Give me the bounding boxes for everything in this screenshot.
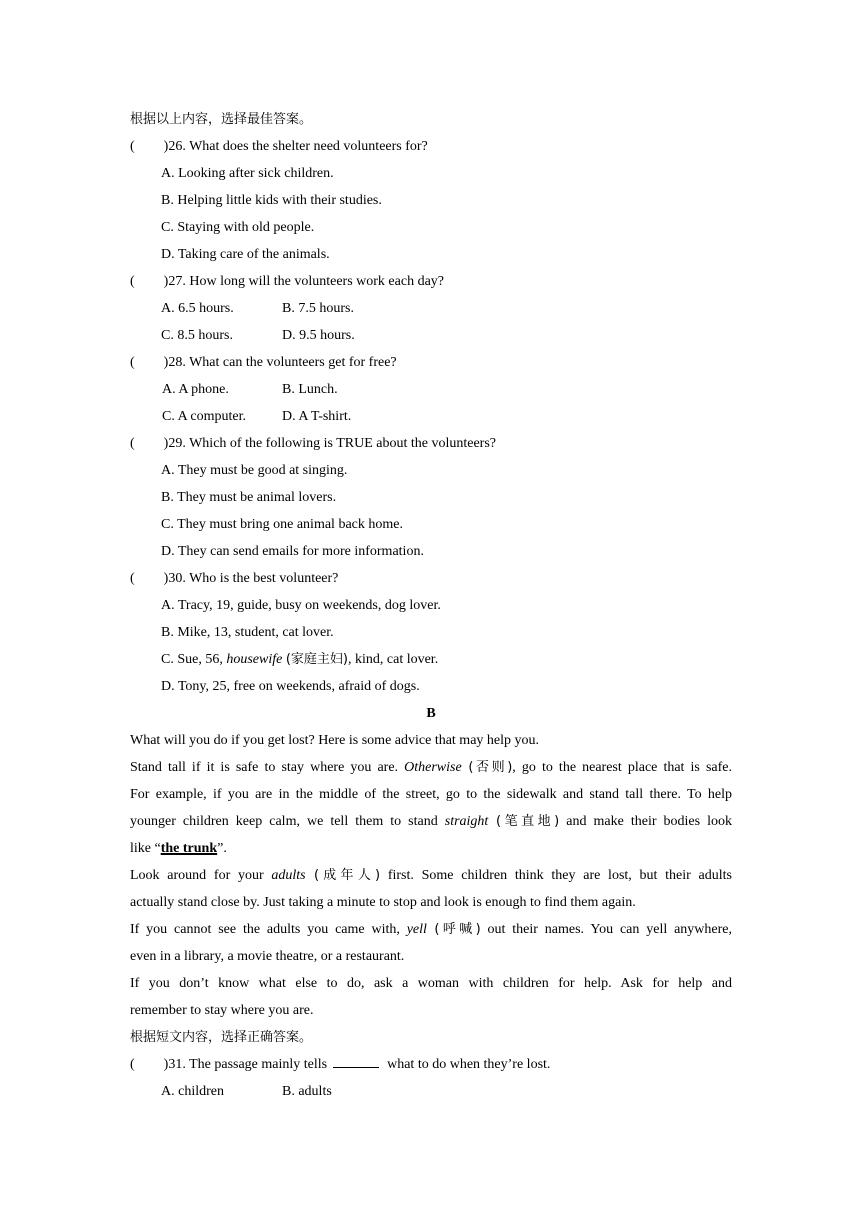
- passage-p2-line4: [130, 835, 732, 862]
- q27-option-b: B. 7.5 hours.: [282, 301, 354, 316]
- q29-option-a: A. They must be good at singing.: [161, 463, 348, 478]
- q27-options-row-1: [130, 295, 732, 322]
- question-30: [130, 565, 732, 592]
- q29-option-c: C. They must bring one animal back home.: [161, 517, 403, 532]
- q28-option-c: C. A computer.: [162, 409, 246, 424]
- passage-p3-line1: [130, 862, 732, 889]
- q29-option-b: B. They must be animal lovers.: [161, 490, 337, 505]
- text-run: Look around for your: [130, 868, 272, 883]
- question-31: [130, 1051, 732, 1078]
- text-run: first. Some children think they are lost, but their adults: [380, 868, 732, 883]
- q26-option-c: C. Staying with old people.: [161, 220, 315, 235]
- passage-p3-line2: actually stand close by. Just taking a minute to stop and look is enough to find them again.: [130, 895, 636, 910]
- passage-p1: What will you do if you get lost? Here is some advice that may help you.: [130, 733, 540, 748]
- question-27-text: 27. How long will the volunteers work each day?: [168, 274, 444, 289]
- passage-p2-line3: [130, 808, 732, 835]
- document-content: [130, 106, 732, 1105]
- answer-paren-close: ): [163, 355, 169, 370]
- answer-paren-close: ): [163, 571, 169, 586]
- question-26-text: 26. What does the shelter need volunteers for?: [168, 139, 428, 154]
- answer-paren-open: (: [130, 274, 135, 289]
- answer-paren-open: (: [130, 355, 135, 370]
- passage-p4-line1: [130, 916, 732, 943]
- answer-paren-open: (: [130, 571, 135, 586]
- text-run: ”.: [217, 841, 227, 856]
- question-28: [130, 349, 732, 376]
- q26-option-a: A. Looking after sick children.: [161, 166, 334, 181]
- q30-option-c-rest: , kind, cat lover.: [348, 652, 439, 667]
- question-27: [130, 268, 732, 295]
- question-29: [130, 430, 732, 457]
- text-run: and make their bodies look: [559, 814, 732, 829]
- q27-option-d: D. 9.5 hours.: [282, 328, 355, 343]
- underlined-phrase: the trunk: [160, 841, 218, 856]
- q30-option-c: [130, 646, 732, 673]
- q29-option-d: D. They can send emails for more information.: [161, 544, 424, 559]
- cn-gloss: (呼喊): [426, 922, 481, 937]
- question-31-text: 31. The passage mainly tells: [168, 1057, 328, 1072]
- q27-options-row-2: [130, 322, 732, 349]
- answer-paren-close: ): [163, 274, 169, 289]
- text-run: out their names. You can yell anywhere,: [480, 922, 733, 937]
- q30-option-c-lead: C. Sue, 56,: [161, 652, 227, 667]
- question-30-text: 30. Who is the best volunteer?: [168, 571, 339, 586]
- italic-word: Otherwise: [404, 760, 462, 775]
- q30-option-c-italic: housewife: [226, 652, 283, 667]
- question-31-text-end: what to do when they’re lost.: [387, 1057, 551, 1072]
- fill-in-blank: [333, 1052, 379, 1068]
- q31-option-b: B. adults: [282, 1084, 332, 1099]
- text-run: Stand tall if it is safe to stay where you are.: [130, 760, 405, 775]
- q30-option-c-cn: (家庭主妇): [285, 652, 348, 667]
- passage-p5-line1: If you don’t know what else to do, ask a woman with children for help. Ask for help and: [130, 976, 732, 991]
- text-run: If you cannot see the adults you came with,: [130, 922, 407, 937]
- answer-paren-close: ): [163, 139, 169, 154]
- text-run: like “: [130, 841, 161, 856]
- question-28-text: 28. What can the volunteers get for free?: [168, 355, 397, 370]
- passage-p2-line1: [130, 754, 732, 781]
- answer-paren-open: (: [130, 436, 135, 451]
- cn-gloss: (成年人): [305, 868, 381, 883]
- q30-option-a: A. Tracy, 19, guide, busy on weekends, dog lover.: [161, 598, 441, 613]
- q31-option-a: A. children: [161, 1084, 224, 1099]
- answer-paren-close: ): [163, 1057, 169, 1072]
- cn-gloss: (笔直地): [488, 814, 560, 829]
- question-29-text: 29. Which of the following is TRUE about the volunteers?: [168, 436, 496, 451]
- passage-p2-line2: For example, if you are in the middle of the street, go to the sidewalk and stand tall there. To help: [130, 787, 732, 802]
- q26-option-b: B. Helping little kids with their studies.: [161, 193, 382, 208]
- passage-p4-line2: even in a library, a movie theatre, or a restaurant.: [130, 949, 405, 964]
- q26-option-d: D. Taking care of the animals.: [161, 247, 330, 262]
- passage-p5-line2: remember to stay where you are.: [130, 1003, 314, 1018]
- italic-word: adults: [271, 868, 306, 883]
- q30-option-b: B. Mike, 13, student, cat lover.: [161, 625, 334, 640]
- cn-gloss: (否则): [461, 760, 513, 775]
- q28-option-a: A. A phone.: [162, 382, 229, 397]
- answer-paren-close: ): [163, 436, 169, 451]
- q30-option-d: D. Tony, 25, free on weekends, afraid of dogs.: [161, 679, 420, 694]
- instruction-a: 根据以上内容，选择最佳答案。: [130, 112, 313, 127]
- answer-paren-open: (: [130, 1057, 135, 1072]
- q27-option-a: A. 6.5 hours.: [161, 301, 234, 316]
- q28-option-b: B. Lunch.: [282, 382, 338, 397]
- italic-word: straight: [444, 814, 489, 829]
- instruction-b: 根据短文内容，选择正确答案。: [130, 1030, 313, 1045]
- q31-options-row: [130, 1078, 732, 1105]
- section-b-heading: B: [426, 706, 436, 721]
- question-26: [130, 133, 732, 160]
- text-run: younger children keep calm, we tell them to stand: [130, 814, 445, 829]
- q27-option-c: C. 8.5 hours.: [161, 328, 233, 343]
- italic-word: yell: [406, 922, 427, 937]
- q28-option-d: D. A T-shirt.: [282, 409, 352, 424]
- answer-paren-open: (: [130, 139, 135, 154]
- q28-options-row-1: [130, 376, 732, 403]
- q28-options-row-2: [130, 403, 732, 430]
- text-run: , go to the nearest place that is safe.: [512, 760, 732, 775]
